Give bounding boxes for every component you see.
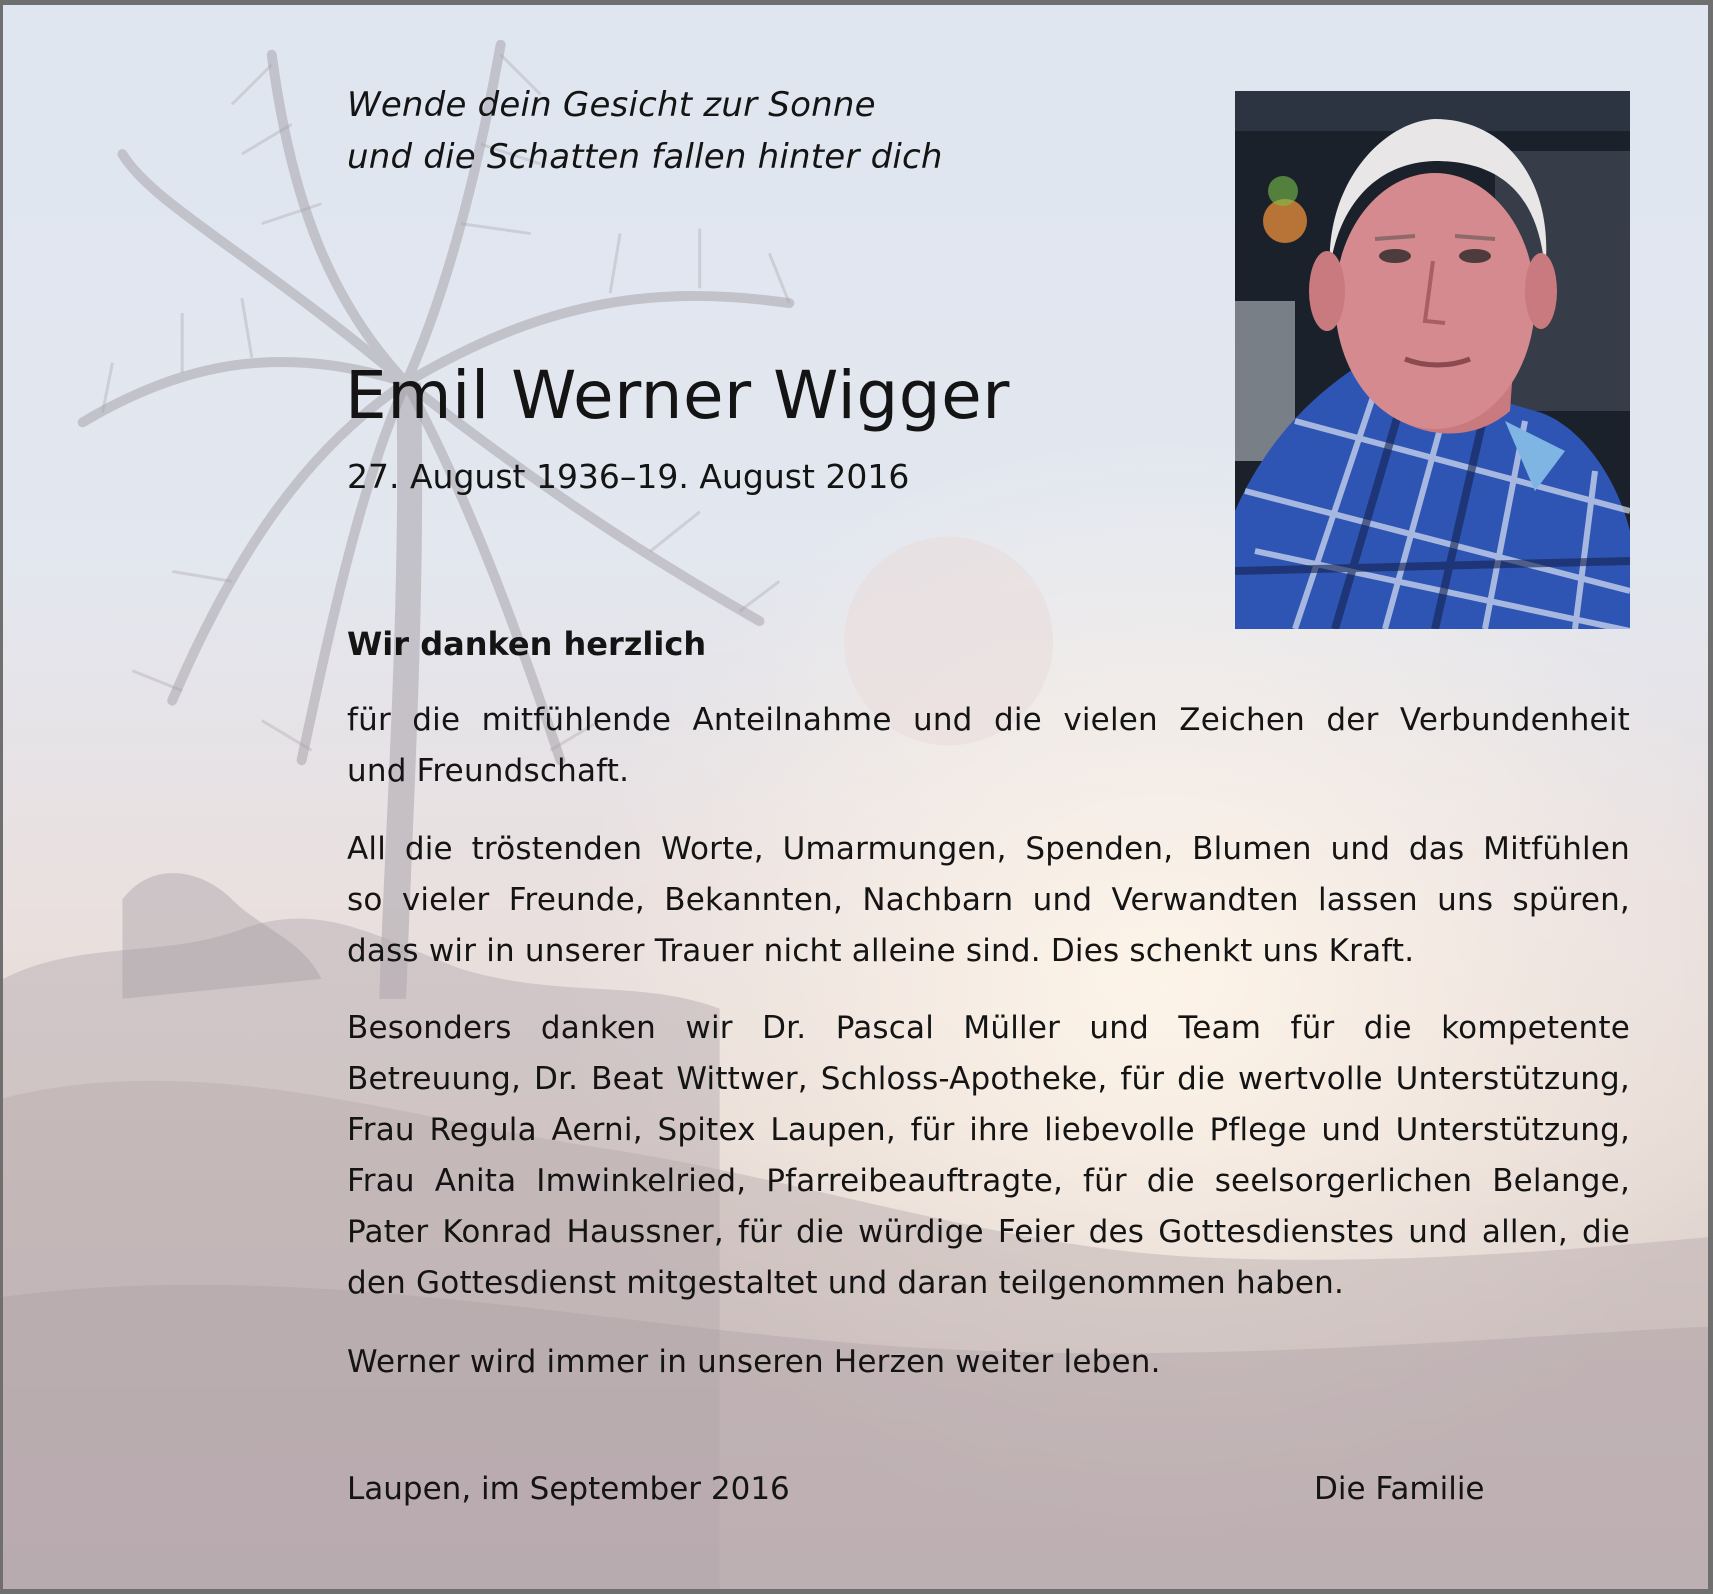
paragraph-line: Pater Konrad Haussner, für die würdige Feier des Gottesdienstes und allen, die xyxy=(347,1214,1630,1250)
deceased-name: Emil Werner Wigger xyxy=(345,357,1010,434)
paragraph-line: Betreuung, Dr. Beat Wittwer, Schloss-Apotheke, für die wertvolle Unterstützung, xyxy=(347,1061,1630,1097)
paragraph-line: Besonders danken wir Dr. Pascal Müller und Team für die kompetente xyxy=(347,1010,1630,1046)
paragraph-line: so vieler Freunde, Bekannten, Nachbarn und Verwandten lassen uns spüren, xyxy=(347,882,1630,918)
place-and-date: Laupen, im September 2016 xyxy=(347,1471,790,1507)
paragraph-line: Werner wird immer in unseren Herzen weiter leben. xyxy=(347,1344,1161,1380)
paragraph-line: Frau Anita Imwinkelried, Pfarreibeauftragte, für die seelsorgerlichen Belange, xyxy=(347,1163,1630,1199)
portrait-photo xyxy=(1235,91,1630,629)
thanks-paragraph-1 xyxy=(347,695,1630,797)
signature: Die Familie xyxy=(1314,1471,1485,1507)
thanks-paragraph-3 xyxy=(347,1003,1630,1309)
thanks-paragraph-2 xyxy=(347,824,1630,977)
paragraph-line: dass wir in unserer Trauer nicht alleine sind. Dies schenkt uns Kraft. xyxy=(347,933,1415,969)
paragraph-line: den Gottesdienst mitgestaltet und daran teilgenommen haben. xyxy=(347,1265,1345,1301)
paragraph-line: für die mitfühlende Anteilnahme und die vielen Zeichen der Verbundenheit xyxy=(347,702,1630,738)
paragraph-line: und Freundschaft. xyxy=(347,753,630,789)
thanks-paragraph-4 xyxy=(347,1337,1630,1388)
life-dates: 27. August 1936–19. August 2016 xyxy=(347,457,910,496)
paragraph-line: All die tröstenden Worte, Umarmungen, Spenden, Blumen und das Mitfühlen xyxy=(347,831,1630,867)
motto-line-1: Wende dein Gesicht zur Sonne xyxy=(347,85,876,125)
motto-line-2: und die Schatten fallen hinter dich xyxy=(347,137,943,177)
thanks-heading: Wir danken herzlich xyxy=(347,625,707,663)
paragraph-line: Frau Regula Aerni, Spitex Laupen, für ihre liebevolle Pflege und Unterstützung, xyxy=(347,1112,1630,1148)
